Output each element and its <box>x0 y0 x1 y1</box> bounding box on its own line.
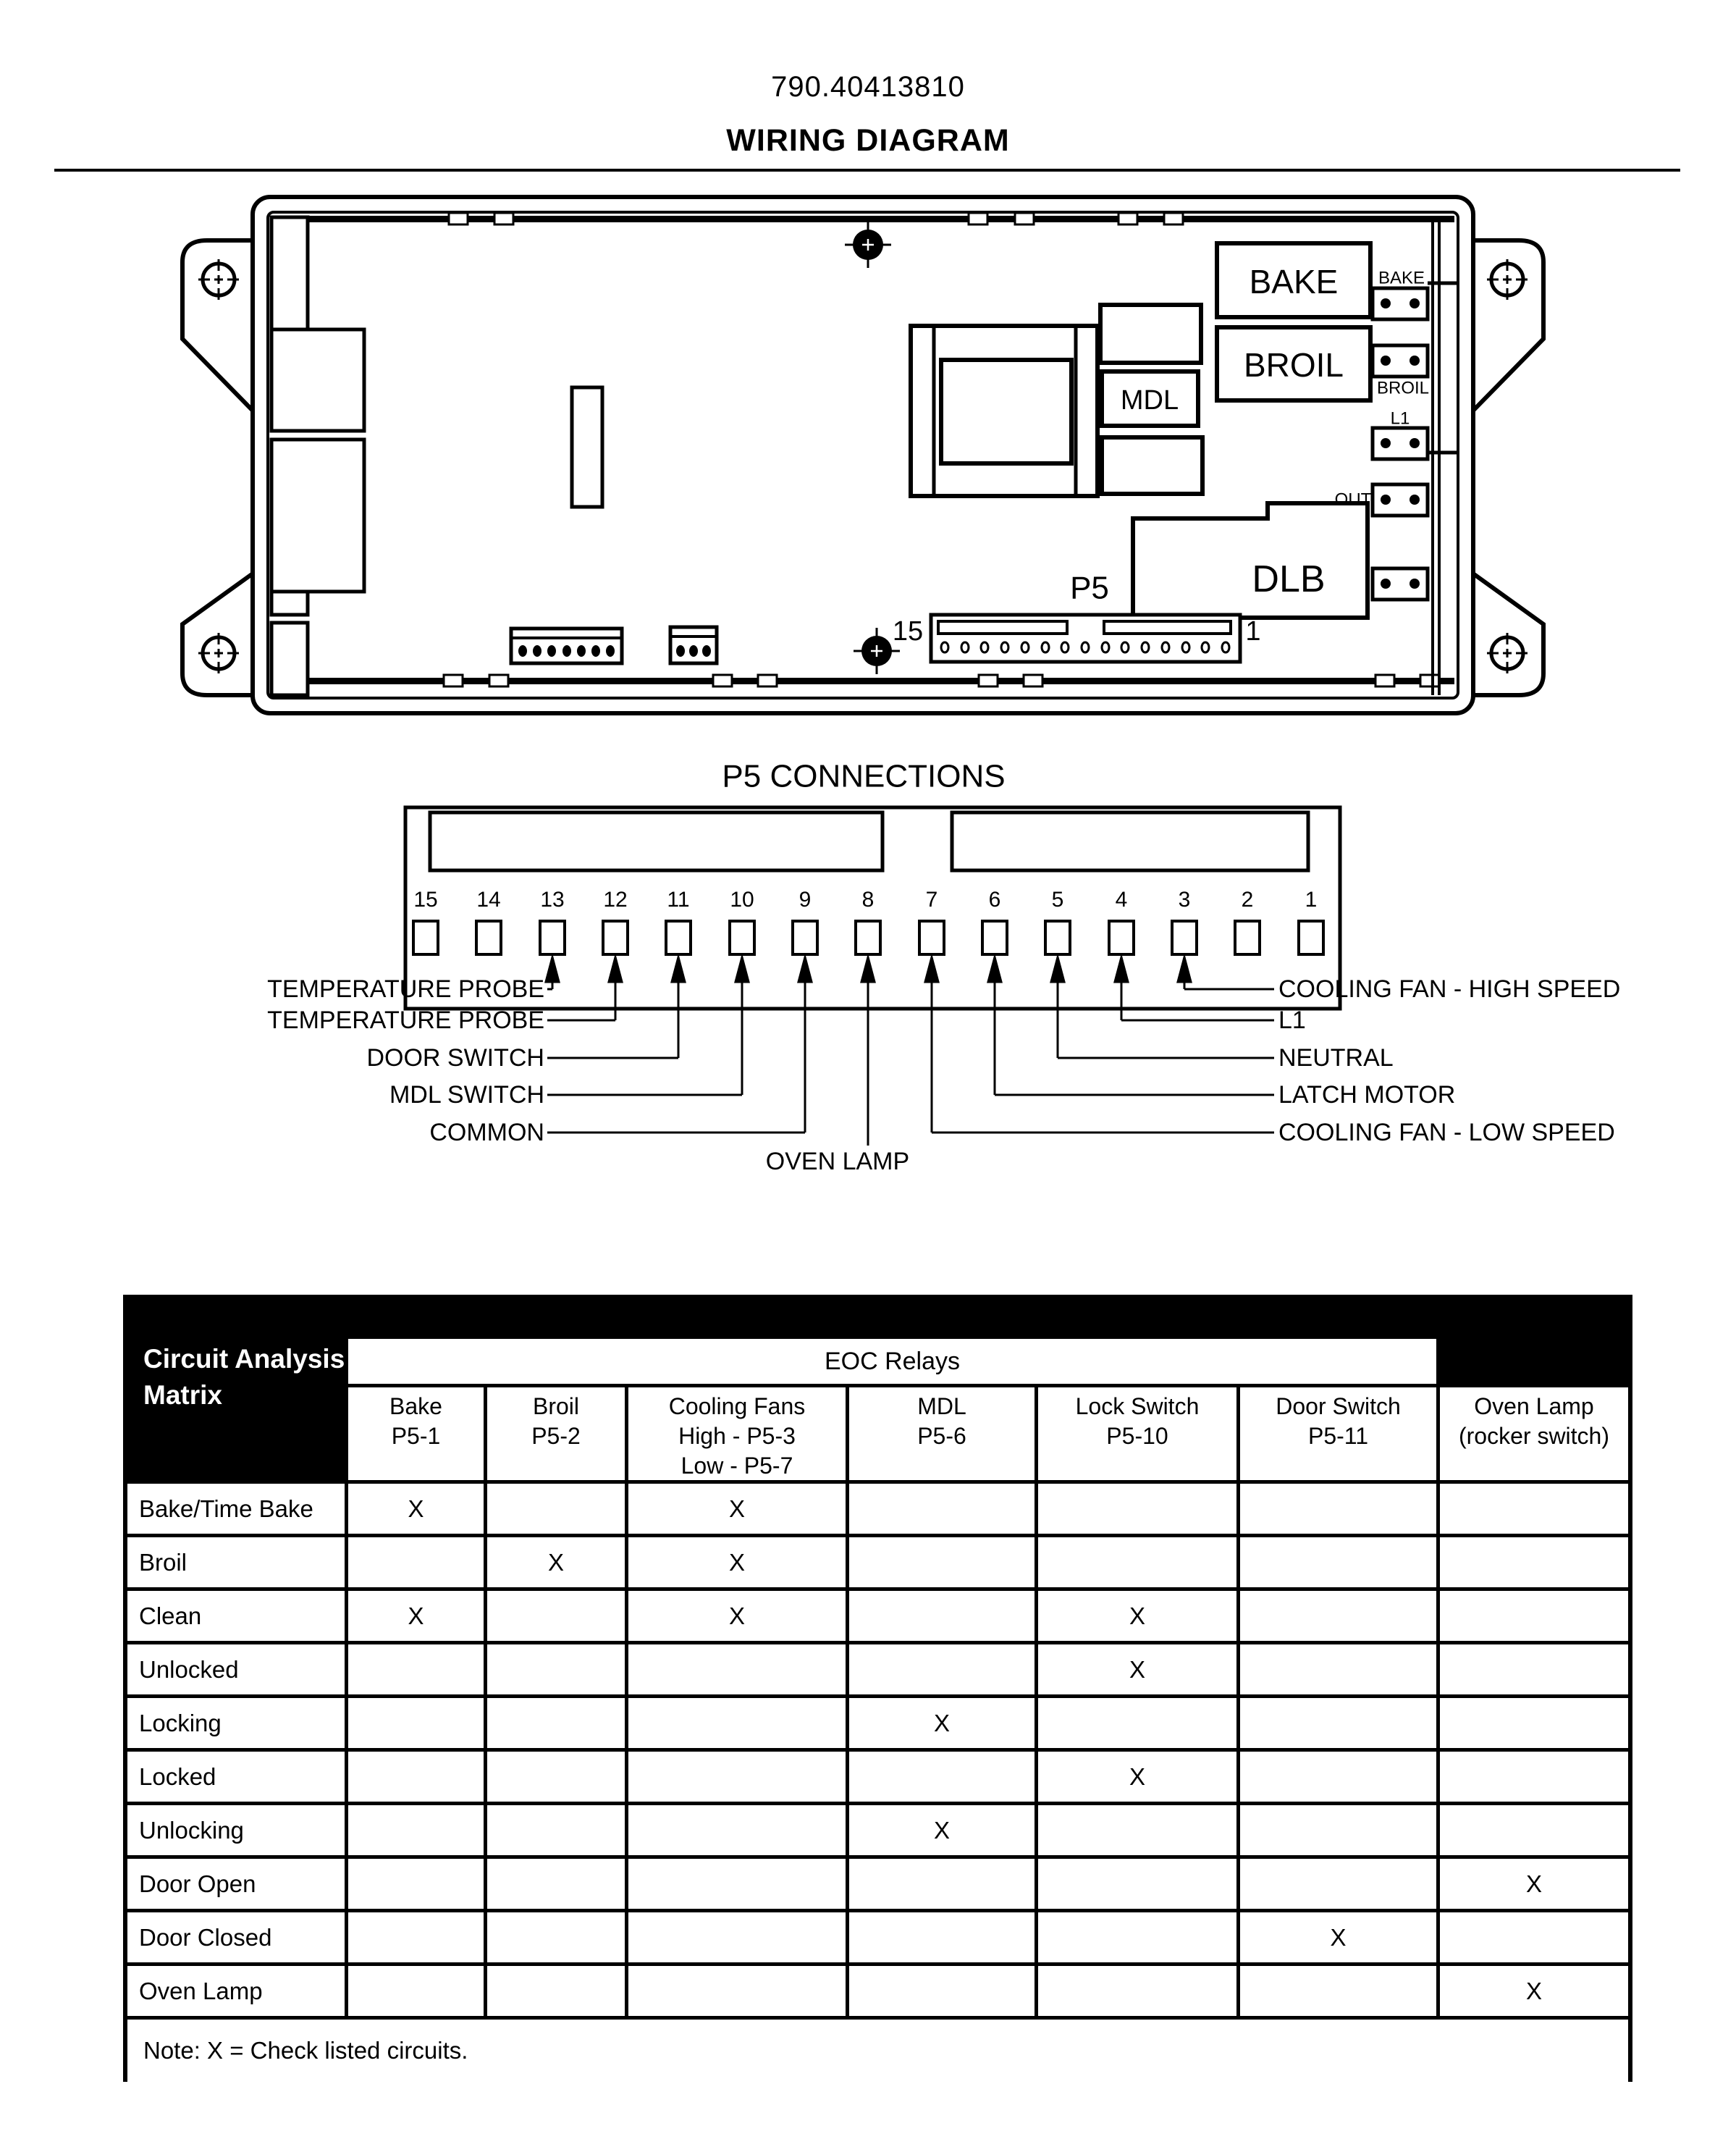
out-terminal <box>1373 484 1428 516</box>
p5-callout-label-oven-lamp: OVEN LAMP <box>765 1148 910 1175</box>
svg-text:13: 13 <box>540 888 565 912</box>
svg-text:TEMPERATURE PROBE: TEMPERATURE PROBE <box>267 1007 544 1034</box>
col-broil: Broil P5-2 <box>487 1387 625 1480</box>
svg-text:COOLING FAN - HIGH SPEED: COOLING FAN - HIGH SPEED <box>1278 975 1621 1003</box>
table-row: Locking X <box>127 1698 1628 1748</box>
circuit-analysis-matrix <box>123 1295 1632 2082</box>
part-number: 790.40413810 <box>771 71 965 103</box>
svg-text:MDL SWITCH: MDL SWITCH <box>389 1081 544 1109</box>
page-title: WIRING DIAGRAM <box>726 123 1010 158</box>
svg-text:2: 2 <box>1241 888 1254 912</box>
right-mounting-bracket <box>1471 240 1543 695</box>
svg-text:NEUTRAL: NEUTRAL <box>1278 1044 1394 1072</box>
dlb-box <box>1133 503 1368 618</box>
dlb-label: DLB <box>1252 558 1326 600</box>
p5-callout-labels-right <box>1278 975 1620 1146</box>
svg-text:8: 8 <box>861 888 875 912</box>
l1-terminal-label: L1 <box>1390 408 1410 429</box>
svg-text:COOLING FAN - LOW SPEED: COOLING FAN - LOW SPEED <box>1278 1119 1615 1146</box>
table-row: Door Closed X <box>127 1912 1628 1962</box>
svg-text:6: 6 <box>988 888 1001 912</box>
p5-pin1-label: 1 <box>1245 616 1261 647</box>
col-cooling-fans: Cooling Fans High - P5-3 Low - P5-7 <box>628 1387 846 1480</box>
table-row: Broil X X <box>127 1537 1628 1587</box>
svg-text:TEMPERATURE PROBE: TEMPERATURE PROBE <box>267 975 544 1003</box>
p5-pin15-label: 15 <box>892 616 924 647</box>
matrix-column-headers <box>348 1387 1628 1480</box>
table-row: Unlocked X <box>127 1644 1628 1694</box>
bake-terminal-label: BAKE <box>1378 268 1425 288</box>
broil-relay-label: BROIL <box>1243 346 1344 384</box>
svg-text:12: 12 <box>603 888 628 912</box>
p5-board-connector <box>931 615 1240 662</box>
three-pin-connector <box>670 627 717 663</box>
table-row: Oven Lamp X <box>127 1966 1628 2016</box>
svg-text:15: 15 <box>413 888 438 912</box>
corner-line2: Matrix <box>143 1379 222 1410</box>
svg-text:4: 4 <box>1115 888 1128 912</box>
corner-line1: Circuit Analysis <box>143 1344 345 1374</box>
col-lock-switch: Lock Switch P5-10 <box>1038 1387 1236 1480</box>
col-bake: Bake P5-1 <box>348 1387 484 1480</box>
left-mounting-bracket <box>182 240 255 695</box>
transformer <box>911 326 1097 496</box>
p5-callout-labels-left <box>267 975 544 1146</box>
table-row: Clean X X X <box>127 1591 1628 1641</box>
table-note: Note: X = Check listed circuits. <box>127 2016 1628 2082</box>
svg-text:10: 10 <box>730 888 754 912</box>
table-row: Door Open X <box>127 1859 1628 1909</box>
p5-pin-squares <box>413 921 1323 954</box>
bake-terminal <box>1373 288 1428 319</box>
svg-text:7: 7 <box>925 888 938 912</box>
col-door-switch: Door Switch P5-11 <box>1240 1387 1436 1480</box>
svg-text:5: 5 <box>1051 888 1064 912</box>
out-terminal-label: OUT <box>1334 490 1372 510</box>
svg-text:COMMON: COMMON <box>429 1119 544 1146</box>
svg-text:L1: L1 <box>1278 1007 1306 1034</box>
p5-connections-title: P5 CONNECTIONS <box>722 758 1006 794</box>
table-row: Unlocking X <box>127 1805 1628 1855</box>
table-row: Locked X <box>127 1752 1628 1802</box>
broil-terminal-label: BROIL <box>1376 378 1430 398</box>
svg-text:9: 9 <box>799 888 812 912</box>
p5-pin-numbers <box>413 888 1317 912</box>
svg-text:LATCH MOTOR: LATCH MOTOR <box>1278 1081 1456 1109</box>
col-mdl: MDL P5-6 <box>849 1387 1035 1480</box>
svg-text:14: 14 <box>476 888 501 912</box>
matrix-header <box>127 1299 1628 1480</box>
mdl-label: MDL <box>1120 385 1179 416</box>
broil-terminal <box>1373 345 1428 377</box>
bake-relay-label: BAKE <box>1249 263 1339 301</box>
svg-text:1: 1 <box>1305 888 1318 912</box>
svg-text:3: 3 <box>1178 888 1191 912</box>
l1-terminal <box>1373 428 1428 459</box>
svg-text:DOOR SWITCH: DOOR SWITCH <box>366 1044 544 1072</box>
matrix-corner-label <box>143 1341 345 1413</box>
col-oven-lamp: Oven Lamp (rocker switch) <box>1440 1387 1628 1480</box>
small-vertical-component <box>572 387 602 507</box>
matrix-rows <box>127 1480 1628 2016</box>
dlb-terminal <box>1373 568 1428 600</box>
svg-text:11: 11 <box>667 888 690 912</box>
p5-connector-label: P5 <box>1070 570 1109 606</box>
table-row: Bake/Time Bake X X <box>127 1484 1628 1534</box>
seven-pin-connector <box>511 629 622 663</box>
eoc-relays-header: EOC Relays <box>348 1339 1436 1384</box>
